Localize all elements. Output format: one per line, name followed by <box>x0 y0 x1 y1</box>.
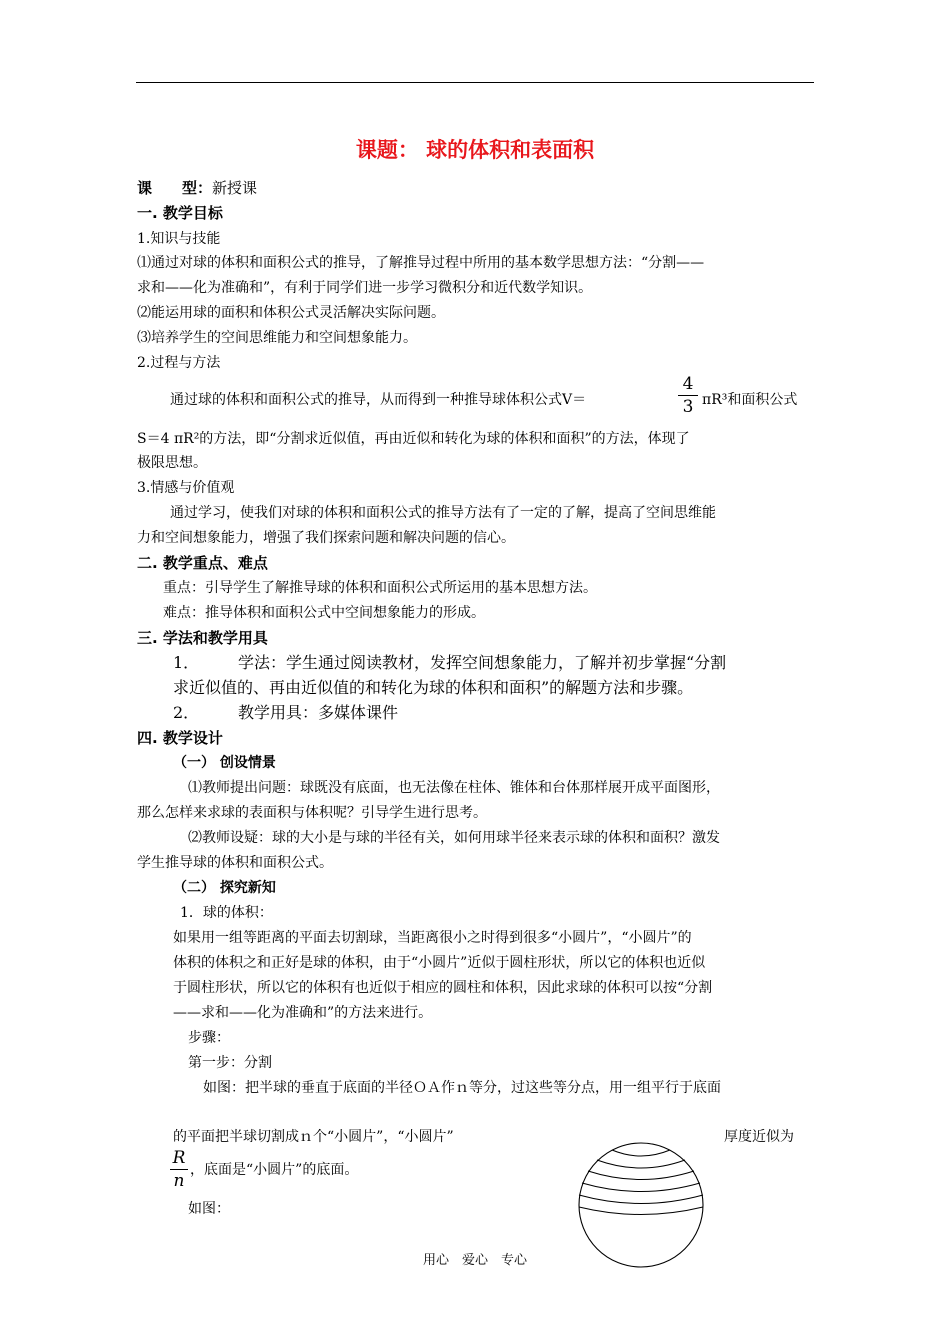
section3-p1b: 求近似值的、再由近似值的和转化为球的体积和面积”的解题方法和步骤。 <box>173 678 694 697</box>
section1-p3: ⑶培养学生的空间思维能力和空间想象能力。 <box>137 330 417 346</box>
slice-line <box>597 1160 685 1168</box>
section1-p4a-tail: πR³和面积公式 <box>702 392 798 408</box>
section3-num2: 2． <box>173 703 200 722</box>
section4-sub2: （二） 探究新知 <box>173 880 276 896</box>
section3-p2: 教学用具：多媒体课件 <box>238 703 399 722</box>
slice-line <box>579 1195 703 1204</box>
page-title: 课题： 球的体积和表面积 <box>355 138 595 162</box>
section1-p1a: ⑴通过对球的体积和面积公式的推导，了解推导过程中所用的基本数学思想方法：“分割—— <box>137 255 705 271</box>
section1-p5b: 力和空间想象能力，增强了我们探索问题和解决问题的信心。 <box>137 530 515 546</box>
lesson-type-value: 新授课 <box>212 179 258 197</box>
formula-fraction-r-n <box>170 1148 188 1191</box>
figure-label: 如图： <box>188 1201 230 1217</box>
fraction-bar <box>678 395 698 396</box>
section4-sub1: （一） 创设情景 <box>173 755 276 771</box>
figure-desc-line2b: 厚度近似为 <box>724 1129 794 1145</box>
volume-line3: 于圆柱形状，所以它的体积有也近似于相应的圆柱和体积，因此求球的体积可以按“分割 <box>173 980 713 996</box>
section4-heading: 四. 教学设计 <box>137 729 223 747</box>
section1-p4c: 极限思想。 <box>137 455 207 471</box>
volume-heading: 1．球的体积： <box>180 905 273 921</box>
slice-line <box>582 1183 700 1192</box>
section1-heading: 一. 教学目标 <box>137 204 223 222</box>
fraction-denominator: n <box>173 1171 185 1191</box>
section1-p2: ⑵能运用球的面积和体积公式灵活解决实际问题。 <box>137 305 445 321</box>
slice-line <box>612 1150 670 1156</box>
section1-sub2: 2.过程与方法 <box>137 355 221 371</box>
section1-sub1: 1.知识与技能 <box>137 231 221 247</box>
figure-desc-line1: 如图：把半球的垂直于底面的半径ＯＡ作ｎ等分，过这些等分点，用一组平行于底面 <box>203 1080 721 1096</box>
volume-line1: 如果用一组等距离的平面去切割球，当距离很小之时得到很多“小圆片”，“小圆片”的 <box>173 930 692 946</box>
section1-p4a: 通过球的体积和面积公式的推导，从而得到一种推导球体积公式V＝ <box>170 392 587 408</box>
section4-p1a: ⑴教师提出问题：球既没有底面，也无法像在柱体、锥体和台体那样展开成平面图形， <box>188 780 720 796</box>
section2-p2: 难点：推导体积和面积公式中空间想象能力的形成。 <box>163 605 485 621</box>
fraction-numerator: R <box>172 1148 186 1168</box>
header-rule <box>136 82 814 83</box>
volume-line4: ——求和——化为准确和”的方法来进行。 <box>173 1005 433 1021</box>
figure-desc-line2a: 的平面把半球切割成ｎ个“小圆片”，“小圆片” <box>173 1129 454 1145</box>
section3-num1: 1． <box>173 653 200 672</box>
section3-heading: 三. 学法和教学用具 <box>137 629 268 647</box>
section2-heading: 二. 教学重点、难点 <box>137 554 268 572</box>
volume-line2: 体积的体积之和正好是球的体积，由于“小圆片”近似于圆柱形状，所以它的体积也近似 <box>173 955 706 971</box>
lesson-type-line <box>137 177 257 198</box>
section4-p2b: 学生推导球的体积和面积公式。 <box>137 855 333 871</box>
fraction-bar <box>170 1169 188 1170</box>
figure-desc-line3: ，底面是“小圆片”的底面。 <box>190 1162 359 1178</box>
section1-p5a: 通过学习，使我们对球的体积和面积公式的推导方法有了一定的了解，提高了空间思维能 <box>170 505 716 521</box>
section4-p1b: 那么怎样来求球的表面积与体积呢？引导学生进行思考。 <box>137 805 487 821</box>
lesson-type-label: 课 型： <box>137 179 213 197</box>
section3-p1a: 学法：学生通过阅读教材，发挥空间想象能力，了解并初步掌握“分割 <box>238 653 727 672</box>
fraction-denominator: 3 <box>682 397 694 417</box>
section1-p1b: 求和——化为准确和”，有利于同学们进一步学习微积分和近代数学知识。 <box>137 280 593 296</box>
section1-p4b: S＝4 πR²的方法，即“分割求近似值，再由近似和转化为球的体积和面积”的方法，体现了 <box>137 431 690 447</box>
fraction-numerator: 4 <box>682 374 694 394</box>
section2-p1: 重点：引导学生了解推导球的体积和面积公式所运用的基本思想方法。 <box>163 580 597 596</box>
section4-p2a: ⑵教师设疑：球的大小是与球的半径有关，如何用球半径来表示球的体积和面积？激发 <box>188 830 720 846</box>
slice-line <box>579 1207 703 1215</box>
page-footer: 用心 爱心 专心 <box>422 1253 527 1268</box>
formula-fraction-4-3 <box>678 374 698 417</box>
slice-line <box>588 1171 694 1180</box>
steps-label: 步骤： <box>188 1030 230 1046</box>
section1-sub3: 3.情感与价值观 <box>137 480 235 496</box>
step1-label: 第一步：分割 <box>188 1055 272 1071</box>
